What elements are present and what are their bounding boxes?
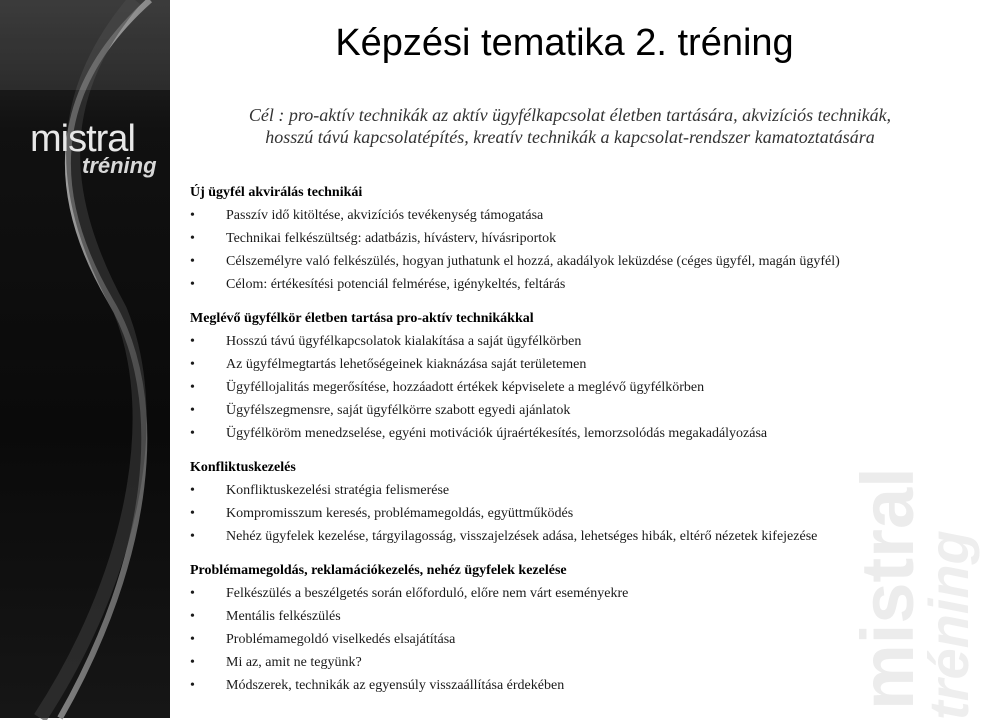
list-item-text: Mentális felkészülés [226,609,341,624]
bullet-icon: • [190,529,195,544]
list-item [190,582,930,605]
list-item-text: Konfliktuskezelési stratégia felismerése [226,483,450,498]
logo-sub-text: tréning [82,153,157,178]
list-item-text: Célszemélyre való felkészülés, hogyan juthatunk el hozzá, akadályok leküzdése (céges ügyfél, magán ügyfél) [226,254,840,269]
list-item-text: Hosszú távú ügyfélkapcsolatok kialakítása a saját ügyfélkörben [226,334,582,349]
list-item-text: Ügyfélszegmensre, saját ügyfélkörre szabott egyedi ajánlatok [226,403,571,418]
bullet-list [190,582,930,697]
section-heading: Új ügyfél akvirálás technikái [190,185,363,200]
bullet-icon: • [190,609,195,624]
list-item-text: Nehéz ügyfelek kezelése, tárgyilagosság, visszajelzések adása, lehetséges hibák, eltérő nézetek kifejezése [226,529,818,544]
subtitle-line-1: Cél : pro-aktív technikák az aktív ügyfélkapcsolat életben tartására, akvizíciós technikák, [248,105,892,125]
bullet-icon: • [190,231,195,246]
list-item [190,674,930,697]
sidebar-brand-panel [0,0,170,718]
list-item [190,605,930,628]
list-item-text: Mi az, amit ne tegyünk? [226,655,362,670]
list-item [190,330,930,353]
list-item-text: Felkészülés a beszélgetés során előforduló, előre nem várt eseményekre [226,586,629,601]
bullet-icon: • [190,506,195,521]
page-subtitle [200,104,940,148]
list-item [190,376,930,399]
list-item-text: Célom: értékesítési potenciál felmérése, igénykeltés, feltárás [226,277,566,292]
list-item [190,273,930,296]
subtitle-line-2: hosszú távú kapcsolatépítés, kreatív technikák a kapcsolat-rendszer kamatoztatására [265,127,875,147]
section-conflict-management [190,457,930,548]
list-item [190,651,930,674]
bullet-icon: • [190,357,195,372]
list-item-text: Problémamegoldó viselkedés elsajátítása [226,632,456,647]
list-item [190,628,930,651]
list-item [190,353,930,376]
logo-brand-text: mistral [30,118,135,160]
bullet-list [190,479,930,548]
list-item [190,399,930,422]
section-existing-clients [190,308,930,445]
bullet-icon: • [190,334,195,349]
list-item-text: Ügyféllojalitás megerősítése, hozzáadott értékek képviselete a meglévő ügyfélkörben [226,380,705,395]
list-item [190,250,930,273]
watermark-brand-text: mistral [846,467,929,710]
list-item-text: Módszerek, technikák az egyensúly visszaállítása érdekében [226,678,565,693]
list-item [190,479,930,502]
list-item [190,422,930,445]
section-heading: Meglévő ügyfélkör életben tartása pro-aktív technikákkal [190,311,534,326]
list-item [190,204,930,227]
bullet-icon: • [190,254,195,269]
list-item-text: Kompromisszum keresés, problémamegoldás, együttműködés [226,506,574,521]
bullet-icon: • [190,426,195,441]
bullet-icon: • [190,678,195,693]
bullet-icon: • [190,380,195,395]
bullet-list [190,330,930,445]
bullet-list [190,204,930,296]
section-heading: Problémamegoldás, reklamációkezelés, nehéz ügyfelek kezelése [190,563,567,578]
list-item [190,502,930,525]
list-item-text: Technikai felkészültség: adatbázis, hívásterv, hívásriportok [226,231,557,246]
mistral-logo [30,118,170,178]
section-heading: Konfliktuskezelés [190,460,296,475]
sidebar-swoosh-graphic [0,0,170,718]
topic-list [190,182,930,697]
bullet-icon: • [190,632,195,647]
list-item-text: Ügyfélköröm menedzselése, egyéni motivációk újraértékesítés, lemorzsolódás megakadályozása [226,426,768,441]
list-item-text: Az ügyfélmegtartás lehetőségeinek kiaknázása saját területemen [226,357,587,372]
bullet-icon: • [190,655,195,670]
bullet-icon: • [190,208,195,223]
bullet-icon: • [190,586,195,601]
page-title: Képzési tematika 2. tréning [335,22,794,64]
section-new-client [190,182,930,296]
list-item [190,525,930,548]
list-item [190,227,930,250]
bullet-icon: • [190,277,195,292]
bullet-icon: • [190,403,195,418]
bullet-icon: • [190,483,195,498]
section-problem-solving [190,560,930,697]
list-item-text: Passzív idő kitöltése, akvizíciós tevékenység támogatása [226,208,544,223]
watermark-sub-text: tréning [917,530,980,720]
